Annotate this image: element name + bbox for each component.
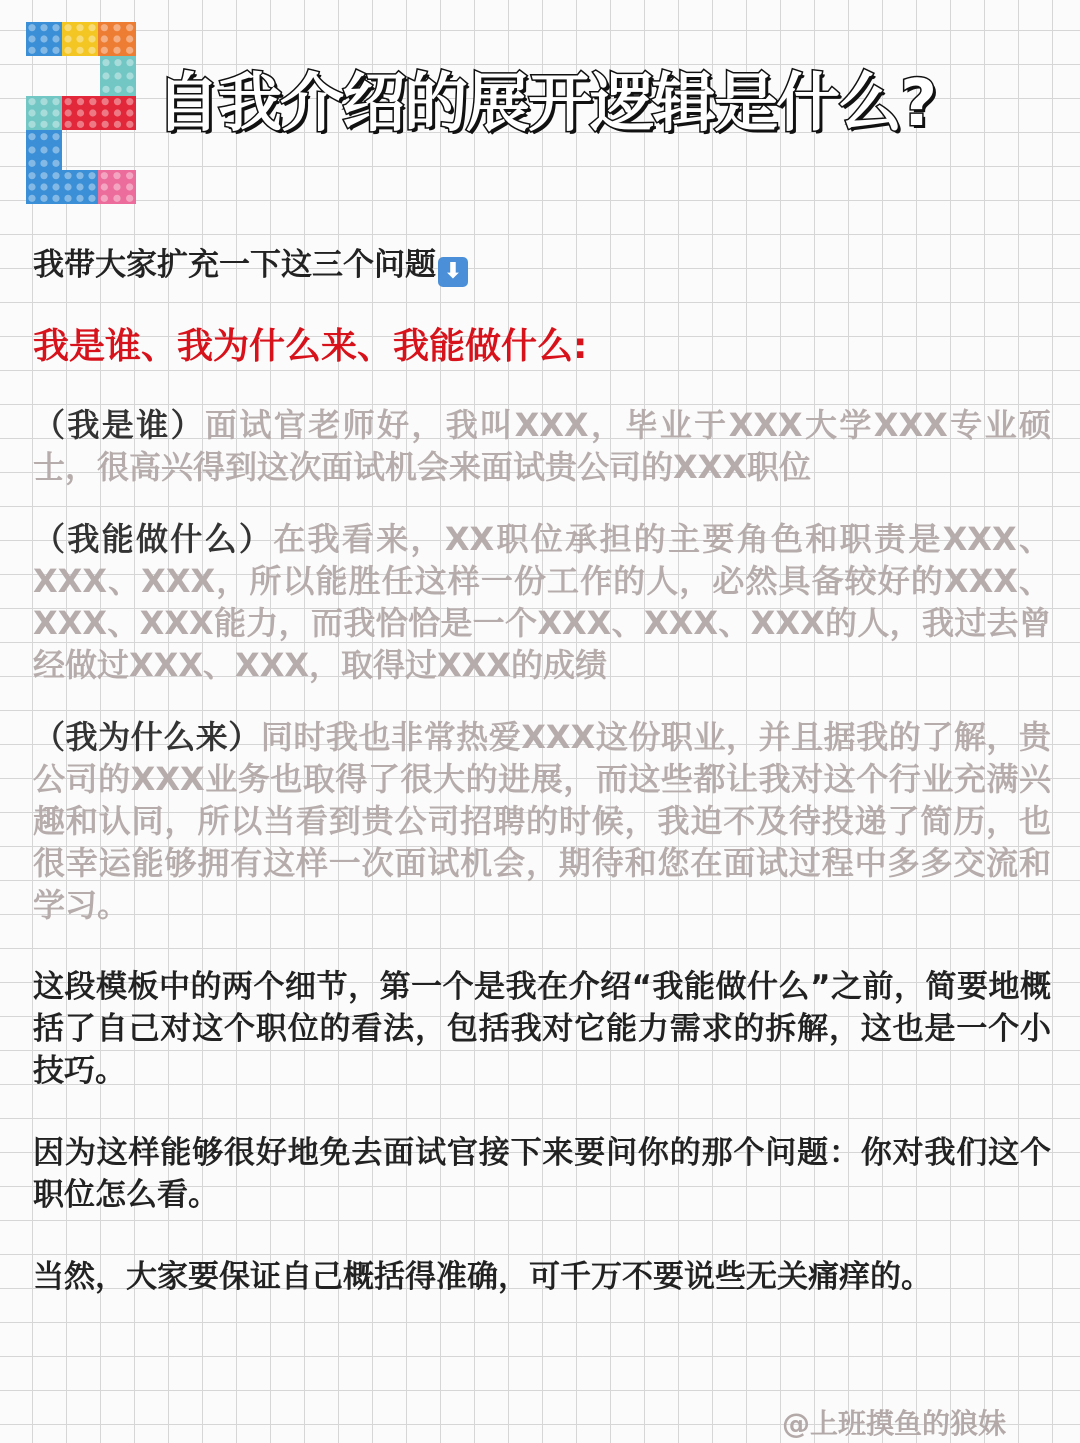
brick-stud xyxy=(101,24,108,31)
brick-stud xyxy=(126,172,133,179)
brick-stud xyxy=(40,109,47,116)
brick-stud xyxy=(126,121,133,128)
brick-stud xyxy=(76,47,83,54)
brick-stud xyxy=(76,35,83,42)
brick-stud xyxy=(101,183,108,190)
brick-stud xyxy=(102,72,109,79)
brick-stud xyxy=(76,195,83,202)
article-body xyxy=(33,240,1051,1298)
brick-stud xyxy=(113,24,120,31)
brick-stud xyxy=(102,121,109,128)
section-body: 面试官老师好，我叫XXX，毕业于XXX大学XXX专业硕士，很高兴得到这次面试机会来面试贵公司的XXX职位 xyxy=(33,406,1051,486)
brick-stud xyxy=(101,172,108,179)
brick-stud xyxy=(40,98,47,105)
brick-stud xyxy=(113,183,120,190)
brick-stud xyxy=(64,183,71,190)
brick-stud xyxy=(28,160,35,167)
brick-stud xyxy=(52,35,59,42)
brick-stud xyxy=(113,35,120,42)
brick-stud xyxy=(40,47,47,54)
brick-stud xyxy=(88,24,95,31)
brick-stud xyxy=(126,109,133,116)
down-arrow-icon: ⬇ xyxy=(438,257,468,287)
brick-stud xyxy=(102,98,109,105)
brick-stud xyxy=(52,172,59,179)
brick-stud xyxy=(126,59,133,66)
brick-stud xyxy=(114,121,121,128)
brick-stud xyxy=(28,133,35,140)
brick-stud xyxy=(126,183,133,190)
brick-stud xyxy=(102,59,109,66)
brick-stud xyxy=(40,35,47,42)
page-title: 自我介绍的展开逻辑是什么? xyxy=(156,67,936,141)
brick-stud xyxy=(114,109,121,116)
brick-stud xyxy=(52,195,59,202)
brick-stud xyxy=(88,47,95,54)
brick-stud xyxy=(89,109,96,116)
brick-stud xyxy=(52,121,59,128)
brick-stud xyxy=(77,98,84,105)
brick-stud xyxy=(88,195,95,202)
brick-stud xyxy=(102,109,109,116)
brick-stud xyxy=(114,86,121,93)
note-paragraph: 因为这样能够很好地免去面试官接下来要问你的那个问题：你对我们这个职位怎么看。 xyxy=(33,1135,1051,1213)
brick-stud xyxy=(40,146,47,153)
brick-stud xyxy=(88,35,95,42)
brick-stud xyxy=(102,86,109,93)
brick-stud xyxy=(126,98,133,105)
brick-stud xyxy=(126,24,133,31)
brick-stud xyxy=(40,133,47,140)
author-watermark: @上班摸鱼的狼妹 xyxy=(781,1407,1006,1440)
brick-stud xyxy=(89,98,96,105)
brick-stud xyxy=(28,183,35,190)
brick-stud xyxy=(64,172,71,179)
brick-stud xyxy=(113,47,120,54)
brick-stud xyxy=(52,160,59,167)
section-body: 同时我也非常热爱XXX这份职业，并且据我的了解，贵公司的XXX业务也取得了很大的进展，而这些都让我对这个行业充满兴趣和认同，所以当看到贵公司招聘的时候，我迫不及待投递了简历，也很幸运能够拥有这样一次面试机会，期待和您在面试过程中多多交流和学习。 xyxy=(33,718,1051,924)
brick-stud xyxy=(52,146,59,153)
brick-stud xyxy=(65,121,72,128)
brick-stud xyxy=(76,183,83,190)
brick-stud xyxy=(28,146,35,153)
section-why-come xyxy=(33,716,1051,926)
brick-stud xyxy=(101,35,108,42)
brick-stud xyxy=(64,35,71,42)
brick-stud xyxy=(40,160,47,167)
brick-stud xyxy=(88,172,95,179)
brick-stud xyxy=(65,109,72,116)
brick-stud xyxy=(114,98,121,105)
brick-stud xyxy=(28,172,35,179)
brick-stud xyxy=(64,24,71,31)
brick-stud xyxy=(52,24,59,31)
section-what-can-i-do xyxy=(33,518,1051,686)
brick-stud xyxy=(77,121,84,128)
brick-stud xyxy=(52,98,59,105)
brick-stud xyxy=(114,72,121,79)
section-lead: （我能做什么） xyxy=(33,520,274,558)
brick-stud xyxy=(77,109,84,116)
brick-stud xyxy=(40,121,47,128)
brick-stud xyxy=(28,24,35,31)
brick-stud xyxy=(52,109,59,116)
brick-stud xyxy=(126,86,133,93)
brick-stud xyxy=(113,172,120,179)
note-paragraph: 这段模板中的两个细节，第一个是我在介绍“我能做什么”之前，简要地概括了自己对这个职位的看法，包括我对它能力需求的拆解，这也是一个小技巧。 xyxy=(33,969,1051,1089)
brick-stud xyxy=(113,195,120,202)
intro-text: 我带大家扩充一下这三个问题 xyxy=(33,247,436,283)
brick-stud xyxy=(88,183,95,190)
brick-stud xyxy=(126,72,133,79)
brick-stud xyxy=(101,195,108,202)
brick-stud xyxy=(28,47,35,54)
section-body: 在我看来，XX职位承担的主要角色和职责是XXX、XXX、XXX，所以能胜任这样一份工作的人，必然具备较好的XXX、XXX、XXX能力，而我恰恰是一个XXX、XXX、XXX的人，我过去曾经做过XXX、XXX，取得过XXX的成绩 xyxy=(33,520,1051,684)
brick-stud xyxy=(28,109,35,116)
brick xyxy=(26,170,98,204)
note-paragraph: 当然，大家要保证自己概括得准确，可千万不要说些无关痛痒的。 xyxy=(33,1259,932,1295)
brick-stud xyxy=(114,59,121,66)
red-heading: 我是谁、我为什么来、我能做什么: xyxy=(33,326,588,367)
brick-stud xyxy=(126,35,133,42)
brick-stud xyxy=(101,47,108,54)
intro-line xyxy=(33,240,1051,290)
brick-stud xyxy=(40,24,47,31)
brick-stud xyxy=(76,24,83,31)
brick-stud xyxy=(28,35,35,42)
brick-stud xyxy=(126,47,133,54)
logo-bricks xyxy=(26,22,136,204)
brick-stud xyxy=(28,195,35,202)
brick-stud xyxy=(64,47,71,54)
section-lead: （我为什么来） xyxy=(33,718,261,756)
brick-stud xyxy=(76,172,83,179)
building-blocks-number-2-icon xyxy=(26,22,136,204)
section-lead: （我是谁） xyxy=(33,406,205,444)
brick-stud xyxy=(64,195,71,202)
brick xyxy=(62,96,136,130)
brick-stud xyxy=(52,183,59,190)
brick-stud xyxy=(52,133,59,140)
brick-stud xyxy=(126,195,133,202)
brick-stud xyxy=(65,98,72,105)
brick-stud xyxy=(28,121,35,128)
brick-stud xyxy=(52,47,59,54)
brick-stud xyxy=(40,183,47,190)
brick-stud xyxy=(40,195,47,202)
brick-stud xyxy=(89,121,96,128)
brick-stud xyxy=(28,98,35,105)
section-who-am-i xyxy=(33,404,1051,488)
brick-stud xyxy=(40,172,47,179)
